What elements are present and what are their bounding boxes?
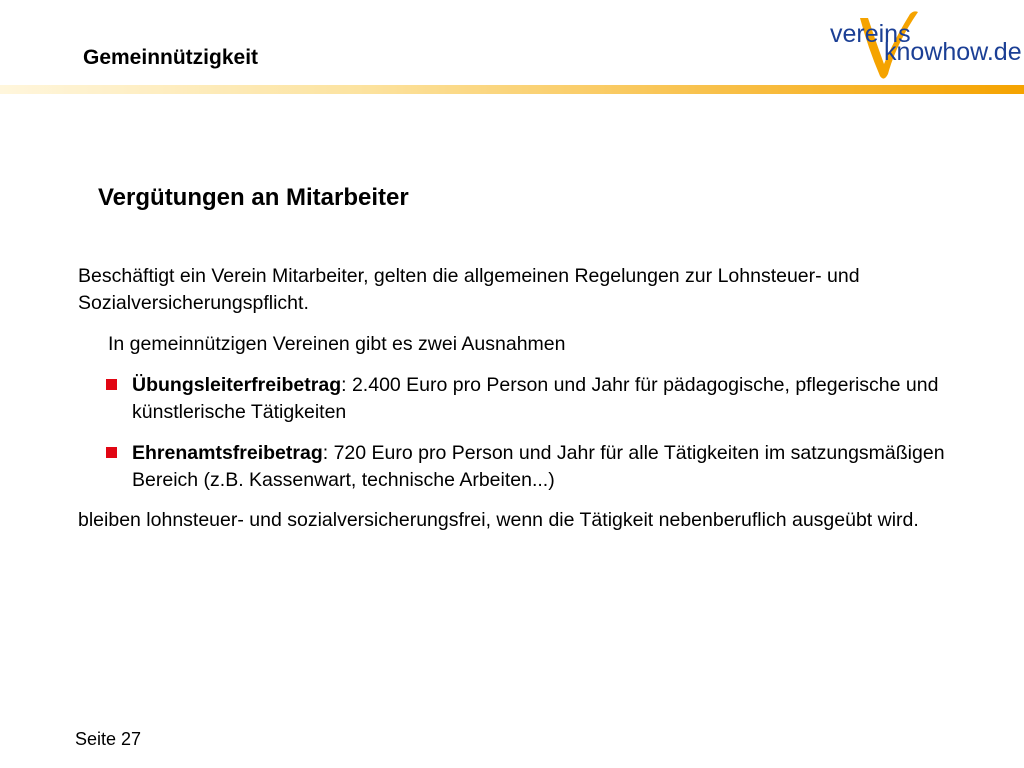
bullet-text bbox=[132, 372, 966, 426]
header-title: Gemeinnützigkeit bbox=[83, 46, 259, 69]
bullet-term: Übungsleiterfreibetrag bbox=[132, 374, 342, 396]
bullet-item bbox=[106, 440, 966, 494]
logo-word-vereins: vereins bbox=[830, 20, 911, 48]
intro-paragraph: Beschäftigt ein Verein Mitarbeiter, gelten die allgemeinen Regelungen zur Lohnsteuer- und Sozialversicherungspflicht. bbox=[78, 265, 860, 314]
bullet-term: Ehrenamtsfreibetrag bbox=[132, 442, 323, 464]
conclusion-paragraph: bleiben lohnsteuer- und sozialversicherungsfrei, wenn die Tätigkeit nebenberuflich ausgeübt wird. bbox=[78, 509, 919, 531]
exceptions-lead: In gemeinnützigen Vereinen gibt es zwei Ausnahmen bbox=[108, 333, 566, 355]
logo-word-knowhow: knowhow.de bbox=[884, 38, 1022, 66]
square-bullet-icon bbox=[106, 379, 117, 390]
slide-title: Vergütungen an Mitarbeiter bbox=[98, 184, 409, 211]
bullet-item bbox=[106, 372, 966, 426]
bullet-description: : 2.400 Euro pro Person und Jahr für pädagogische, pflegerische und künstlerische Tätigkeiten bbox=[132, 374, 939, 423]
square-bullet-icon bbox=[106, 447, 117, 458]
vereinsknowhow-logo bbox=[822, 4, 1022, 86]
bullet-description: : 720 Euro pro Person und Jahr für alle Tätigkeiten im satzungsmäßigen Bereich (z.B. Kassenwart, technische Arbeiten...) bbox=[132, 442, 945, 491]
header-divider bbox=[0, 85, 1024, 94]
bullet-text bbox=[132, 440, 966, 494]
page-number: Seite 27 bbox=[75, 729, 142, 749]
